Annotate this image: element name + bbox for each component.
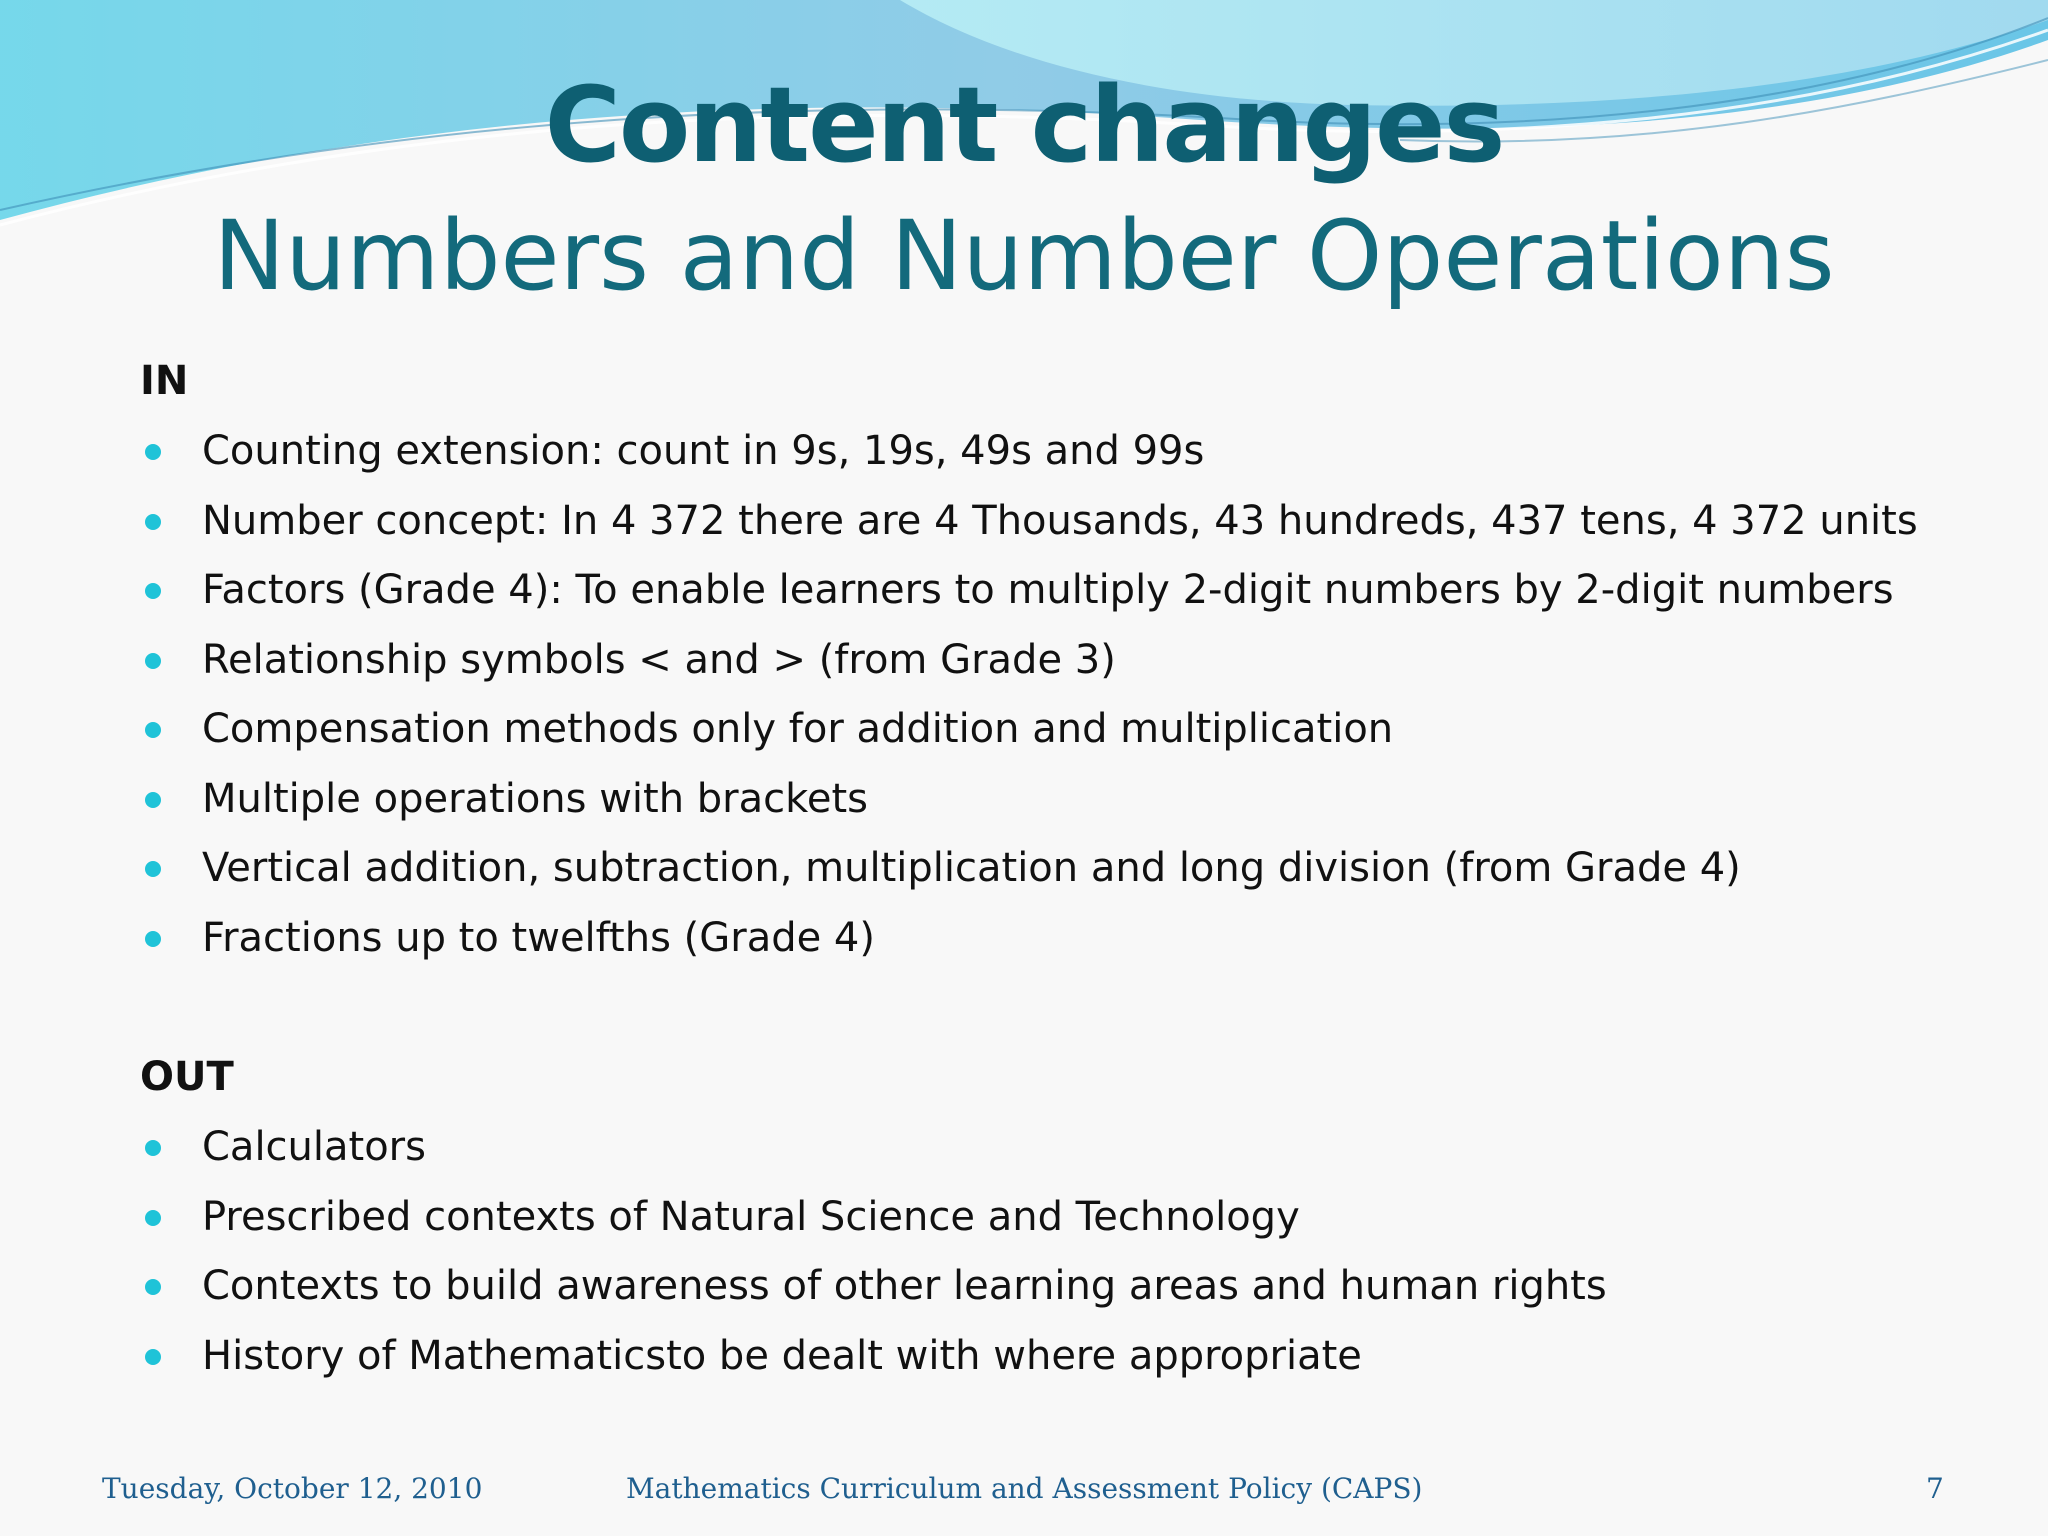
- list-item: [140, 487, 1918, 557]
- footer-title: Mathematics Curriculum and Assessment Policy (CAPS): [626, 1472, 1423, 1505]
- list-item: [140, 765, 1918, 835]
- list-item: [140, 556, 1918, 626]
- list-item: [140, 1322, 1607, 1392]
- list-item: [140, 695, 1918, 765]
- list-item: [140, 1252, 1607, 1322]
- list-item: [140, 626, 1918, 696]
- bullet-icon: [145, 1210, 161, 1226]
- in-heading: IN: [140, 358, 189, 404]
- bullet-icon: [145, 653, 161, 669]
- bullet-icon: [145, 1349, 161, 1365]
- list-item: [140, 1113, 1607, 1183]
- list-item: [140, 1183, 1607, 1253]
- slide-title: Content changes: [544, 64, 1504, 186]
- list-item-text: Fractions up to twelfths (Grade 4): [202, 914, 875, 961]
- bullet-icon: [145, 1140, 161, 1156]
- out-list: [140, 1113, 1607, 1391]
- out-heading: OUT: [140, 1054, 234, 1100]
- list-item-text: Factors (Grade 4): To enable learners to multiply 2-digit numbers by 2-digit numbers: [202, 567, 1894, 613]
- list-item-text: Prescribed contexts of Natural Science and Technology: [202, 1193, 1300, 1240]
- list-item-text: History of Mathematicsto be dealt with where appropriate: [202, 1332, 1362, 1379]
- slide-subtitle: Numbers and Number Operations: [213, 200, 1835, 312]
- in-list: [140, 417, 1918, 973]
- list-item-text: Relationship symbols < and > (from Grade 3): [202, 636, 1116, 683]
- list-item-text: Counting extension: count in 9s, 19s, 49s and 99s: [202, 428, 1205, 474]
- bullet-icon: [145, 444, 161, 460]
- list-item-text: Vertical addition, subtraction, multiplication and long division (from Grade 4): [202, 845, 1741, 891]
- bullet-icon: [145, 1279, 161, 1295]
- bullet-icon: [145, 583, 161, 599]
- list-item-text: Multiple operations with brackets: [202, 775, 868, 822]
- bullet-icon: [145, 514, 161, 530]
- bullet-icon: [145, 931, 161, 947]
- list-item-text: Compensation methods only for addition and multiplication: [202, 706, 1394, 752]
- page-number: 7: [1926, 1472, 1944, 1505]
- list-item: [140, 417, 1918, 487]
- list-item-text: Contexts to build awareness of other learning areas and human rights: [202, 1263, 1607, 1309]
- list-item-text: Calculators: [202, 1124, 426, 1170]
- bullet-icon: [145, 722, 161, 738]
- bullet-icon: [145, 792, 161, 808]
- footer-date: Tuesday, October 12, 2010: [102, 1472, 483, 1505]
- bullet-icon: [145, 861, 161, 877]
- list-item: [140, 834, 1918, 904]
- list-item-text: Number concept: In 4 372 there are 4 Thousands, 43 hundreds, 437 tens, 4 372 units: [202, 497, 1918, 544]
- list-item: [140, 904, 1918, 974]
